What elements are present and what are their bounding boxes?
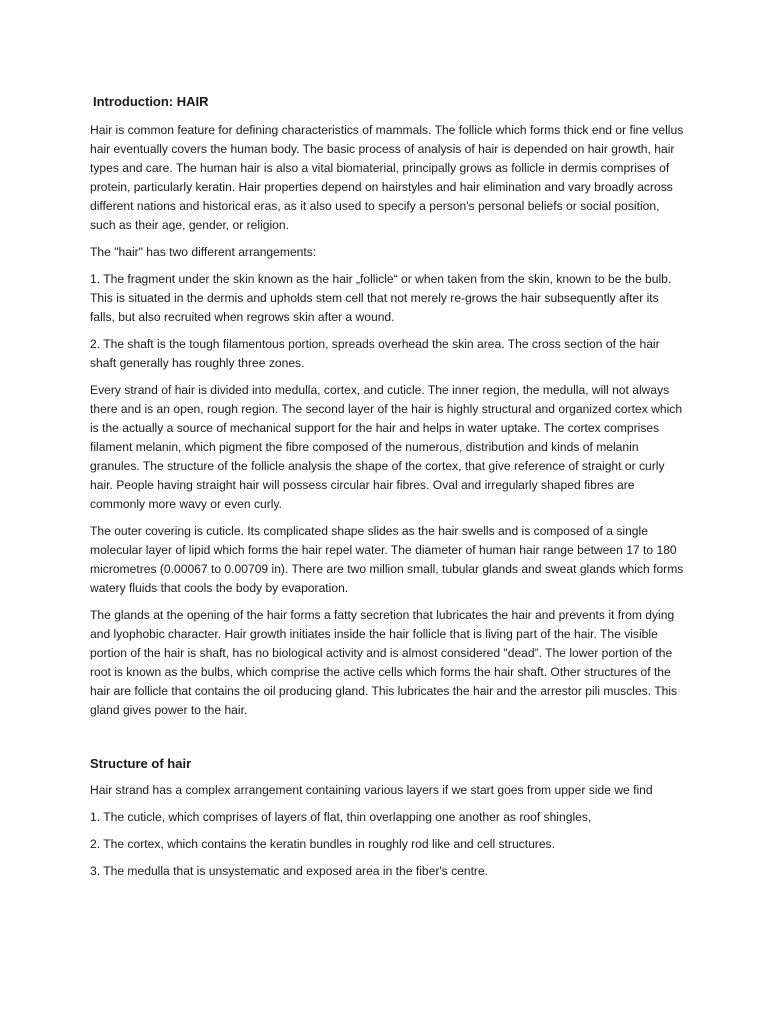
document-page [90,92,686,881]
paragraph-intro: Hair is common feature for defining characteristics of mammals. The follicle which forms thick end or fine vellus hair eventually covers the human body. The basic process of analysis of hair is depended on hair growth, hair types and care. The human hair is also a vital biomaterial, principally grows as follicle in dermis comprises of protein, particularly keratin. Hair properties depend on hairstyles and hair elimination and vary broadly across different nations and historical eras, as it also used to specify a person's personal beliefs or social position, such as their age, gender, or religion. [90,123,684,232]
list-item-medulla: 3. The medulla that is unsystematic and exposed area in the fiber's centre. [90,864,489,878]
section-title-introduction: Introduction: HAIR [93,94,209,109]
list-item-cortex: 2. The cortex, which contains the keratin bundles in roughly rod like and cell structures. [90,837,555,851]
paragraph-glands: The glands at the opening of the hair forms a fatty secretion that lubricates the hair and prevents it from dying and lyophobic character. Hair growth initiates inside the hair follicle that is living part of the hair. The visible portion of the hair is shaft, has no biological activity and is almost considered "dead”. The lower portion of the root is known as the bulbs, which comprise the active cells which forms the hair shaft. Other structures of the hair are follicle that contains the oil producing gland. This lubricates the hair and the arrestor pili muscles. This gland gives power to the hair. [90,608,678,717]
paragraph-structure-intro: Hair strand has a complex arrangement containing various layers if we start goes from upper side we find [90,783,653,797]
list-item-cuticle: 1. The cuticle, which comprises of layers of flat, thin overlapping one another as roof shingles, [90,810,592,824]
paragraph-follicle: 1. The fragment under the skin known as the hair „follicle“ or when taken from the skin, known to be the bulb. This is situated in the dermis and upholds stem cell that not merely re-grows the hair subsequently after its falls, but also recruited when regrows skin after a wound. [90,272,672,324]
section-title-structure: Structure of hair [90,756,192,771]
paragraph-strand: Every strand of hair is divided into medulla, cortex, and cuticle. The inner region, the medulla, will not always there and is an open, rough region. The second layer of the hair is highly structural and organized cortex which is the actually a source of mechanical support for the hair and helps in water uptake. The cortex comprises filament melanin, which pigment the fibre composed of the numerous, distribution and kinds of melanin granules. The structure of the follicle analysis the shape of the cortex, that give reference of straight or curly hair. People having straight hair will possess circular hair fibres. Oval and irregularly shaped fibres are commonly more wavy or even curly. [90,383,683,511]
paragraph-cuticle: The outer covering is cuticle. Its complicated shape slides as the hair swells and is composed of a single molecular layer of lipid which forms the hair repel water. The diameter of human hair range between 17 to 180 micrometres (0.00067 to 0.00709 in). There are two million small, tubular glands and sweat glands which forms watery fluids that cools the body by evaporation. [90,524,684,595]
paragraph-shaft: 2. The shaft is the tough filamentous portion, spreads overhead the skin area. The cross section of the hair shaft generally has roughly three zones. [90,337,660,370]
paragraph-arrangements: The "hair" has two different arrangements: [90,245,317,259]
